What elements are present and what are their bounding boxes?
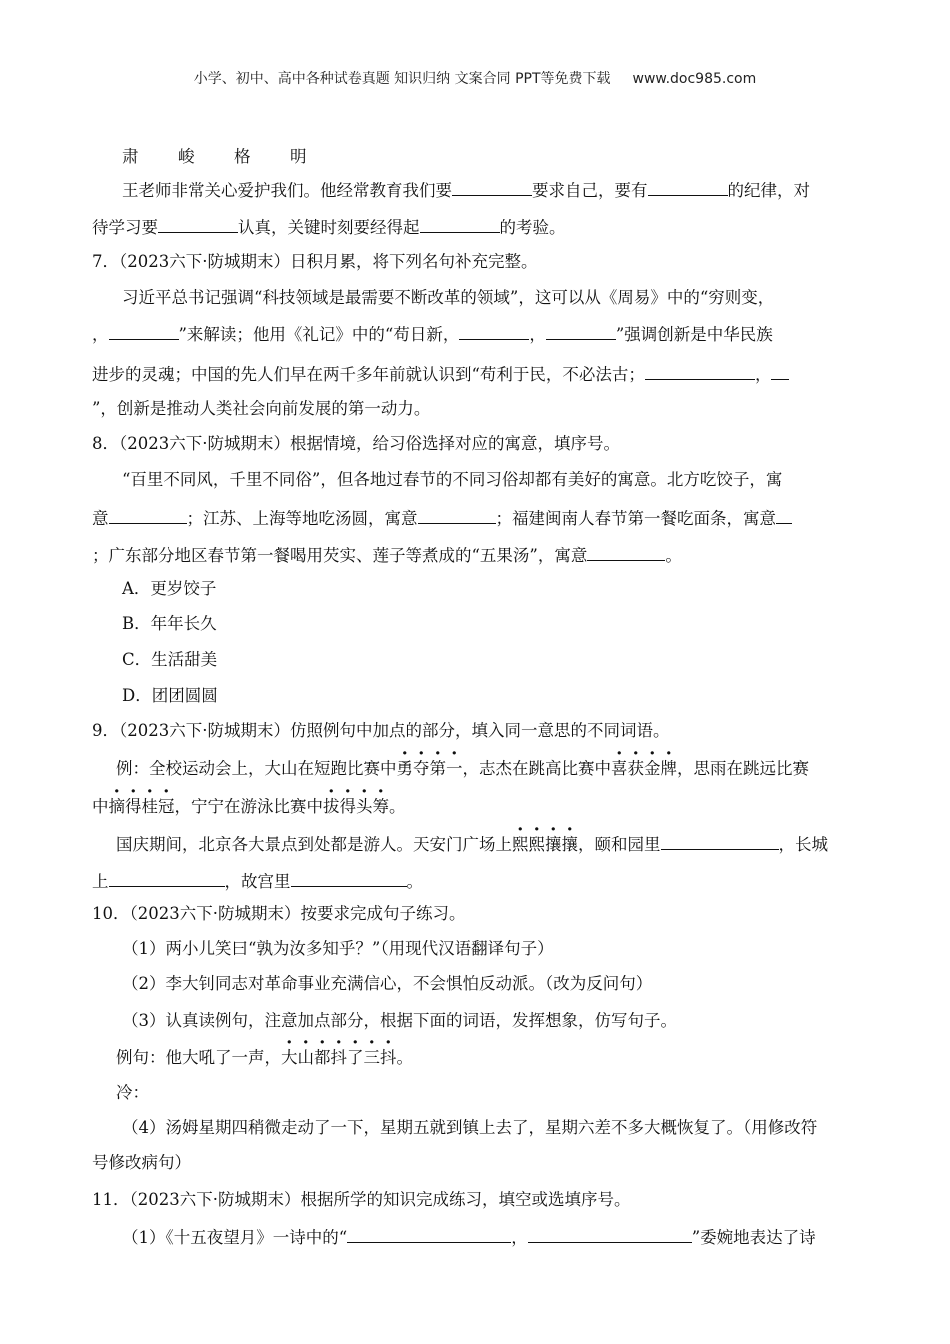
q9-example-line2: 中摘得桂冠，宁宁在游泳比赛中拔得头筹。 — [92, 797, 406, 816]
q7-line3: 进步的灵魂；中国的先人们早在两千多年前就认识到“苟利于民，不必法古； ， — [92, 362, 789, 386]
q6-line1: 王老师非常关心爱护我们。他经常教育我们要 要求自己，要有 的纪律，对 — [122, 178, 810, 202]
header-site[interactable]: www.doc985.com — [632, 71, 757, 87]
word-choice: 格 — [234, 147, 251, 166]
header-text: 小学、初中、高中各种试卷真题 知识归纳 文案合同 PPT等免费下载 — [193, 71, 611, 87]
word-choice: 峻 — [178, 147, 195, 166]
answer-blank[interactable] — [459, 322, 529, 340]
q7-line1: 习近平总书记强调“科技领域是最需要不断改革的领域”，这可以从《周易》中的“穷则变， — [122, 288, 775, 307]
answer-blank[interactable] — [452, 178, 532, 196]
answer-blank[interactable] — [109, 322, 179, 340]
q8-option-b: B．年年长久 — [122, 614, 217, 633]
answer-blank[interactable] — [158, 215, 238, 233]
q8-option-c: C．生活甜美 — [122, 650, 218, 669]
word-choice: 肃 — [122, 147, 139, 166]
q7-title: 7．（2023六下·防城期末）日积月累，将下列名句补充完整。 — [92, 252, 538, 271]
q9-example-line1: 例：全校运动会上，大山在短跑比赛中勇夺第一，志杰在跳高比赛中喜获金牌，思雨在跳远比赛 — [116, 759, 809, 778]
q9-line2: 上 ，故宫里 。 — [92, 869, 423, 893]
q9-title: 9．（2023六下·防城期末）仿照例句中加点的部分，填入同一意思的不同词语。 — [92, 721, 670, 740]
q6-line2: 待学习要 认真，关键时刻要经得起 的考验。 — [92, 215, 566, 239]
dotted-phrase: 拔得头筹 — [323, 797, 389, 816]
q11-sub1: （1）《十五夜望月》一诗中的“ ， ”委婉地表达了诗 — [122, 1225, 816, 1249]
dotted-phrase: 熙熙攘攘 — [512, 835, 578, 854]
answer-blank[interactable] — [645, 362, 755, 380]
q8-line3: ；广东部分地区春节第一餐喝用芡实、莲子等煮成的“五果汤”，寓意 。 — [92, 543, 682, 567]
q7-line4: ”，创新是推动人类社会向前发展的第一动力。 — [92, 399, 431, 418]
q10-example: 例句：他大吼了一声，大山都抖了三抖。 — [116, 1048, 413, 1067]
word-choices — [122, 146, 346, 168]
q10-sub3: （3）认真读例句，注意加点部分，根据下面的词语，发挥想象，仿写句子。 — [122, 1011, 677, 1030]
answer-blank[interactable] — [347, 1225, 511, 1243]
answer-blank[interactable] — [291, 869, 407, 887]
q8-title: 8．（2023六下·防城期末）根据情境，给习俗选择对应的寓意，填序号。 — [92, 434, 620, 453]
q9-line1: 国庆期间，北京各大景点到处都是游人。天安门广场上熙熙攘攘，颐和园里 ，长城 — [116, 832, 828, 856]
q8-line1: “百里不同风，千里不同俗”，但各地过春节的不同习俗却都有美好的寓意。北方吃饺子，寓 — [122, 470, 783, 489]
dotted-phrase: 喜获金牌 — [611, 759, 677, 778]
answer-blank[interactable] — [587, 543, 665, 561]
q10-sub1: （1）两小儿笑曰“孰为汝多知乎？”（用现代汉语翻译句子） — [122, 939, 554, 958]
q7-line2: ， ”来解读；他用《礼记》中的“苟日新， ， ”强调创新是中华民族 — [92, 322, 773, 346]
answer-blank[interactable] — [109, 506, 187, 524]
q10-cold-label: 冷： — [116, 1083, 149, 1102]
answer-blank[interactable] — [661, 832, 779, 850]
q8-option-d: D．团团圆圆 — [122, 686, 218, 705]
answer-blank[interactable] — [776, 506, 792, 524]
q8-line2: 意 ；江苏、上海等地吃汤圆，寓意 ；福建闽南人春节第一餐吃面条，寓意 — [92, 506, 792, 530]
q10-sub4-line1: （4）汤姆星期四稍微走动了一下，星期五就到镇上去了，星期六差不多大概恢复了。（用修改符 — [122, 1118, 818, 1137]
answer-blank[interactable] — [418, 506, 496, 524]
answer-blank[interactable] — [648, 178, 728, 196]
dotted-phrase: 大山都抖了三抖 — [281, 1048, 397, 1067]
answer-blank[interactable] — [528, 1225, 692, 1243]
word-choice: 明 — [290, 147, 307, 166]
q10-title: 10．（2023六下·防城期末）按要求完成句子练习。 — [92, 904, 466, 923]
q10-sub4-line2: 号修改病句） — [92, 1153, 191, 1172]
page-header — [0, 68, 950, 88]
q11-title: 11．（2023六下·防城期末）根据所学的知识完成练习，填空或选填序号。 — [92, 1190, 631, 1209]
q8-option-a: A．更岁饺子 — [122, 579, 217, 598]
dotted-phrase: 摘得桂冠 — [108, 797, 175, 816]
answer-blank[interactable] — [771, 362, 789, 380]
answer-blank[interactable] — [109, 869, 225, 887]
dotted-phrase: 勇夺第一 — [396, 759, 463, 778]
q10-sub2: （2）李大钊同志对革命事业充满信心，不会惧怕反动派。（改为反问句） — [122, 974, 653, 993]
answer-blank[interactable] — [420, 215, 500, 233]
answer-blank[interactable] — [546, 322, 616, 340]
